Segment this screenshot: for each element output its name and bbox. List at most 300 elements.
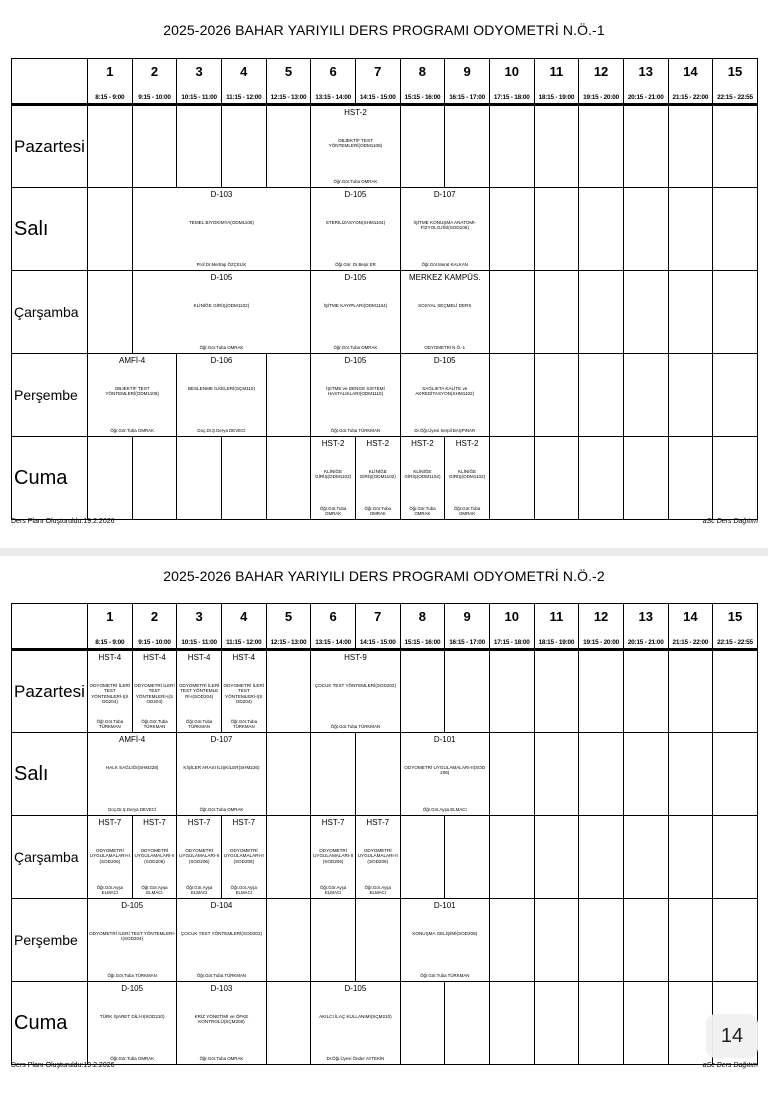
lesson-room: D-104	[210, 901, 233, 910]
day-name	[12, 105, 88, 188]
period-number: 12	[579, 59, 624, 85]
empty-slot	[88, 437, 133, 520]
lesson-block[interactable]	[177, 733, 266, 816]
period-time: 20:15 - 21:00	[623, 85, 668, 105]
lesson-room: HST-4	[232, 653, 256, 662]
period-time: 18:15 - 19:00	[534, 630, 579, 650]
empty-slot	[579, 733, 624, 816]
day-name	[12, 650, 88, 733]
day-label: Pazartesi	[14, 136, 85, 156]
lesson-block[interactable]	[221, 816, 266, 899]
period-time: 17:15 - 18:00	[489, 85, 534, 105]
day-row	[12, 271, 758, 354]
lesson-instructor: Doç.Dr.Ş.Derya DEVECİ	[108, 807, 157, 812]
lesson-instructor: Öğr.Gör.Ayşa ELMACI	[186, 885, 213, 895]
empty-slot	[88, 188, 133, 271]
lesson-block[interactable]	[311, 188, 400, 271]
footer-created-date: Ders Planı Oluşturuldu:19.2.2026	[11, 518, 115, 525]
empty-slot	[623, 733, 668, 816]
lesson-course: HALK SAĞLIĞI(SHM228)	[105, 765, 159, 770]
empty-slot	[400, 105, 445, 188]
period-number: 4	[221, 604, 266, 630]
empty-slot	[534, 982, 579, 1065]
timetable-grid	[11, 603, 758, 1065]
empty-slot	[177, 105, 222, 188]
lesson-instructor: Dr.Öğr.Üyesi Önder AYTEKİN	[326, 1056, 385, 1061]
lesson-room: D-105	[344, 273, 367, 282]
empty-slot	[579, 982, 624, 1065]
lesson-block[interactable]	[400, 188, 489, 271]
period-time: 9:15 - 10:00	[132, 85, 177, 105]
period-number: 14	[668, 59, 713, 85]
empty-slot	[713, 816, 758, 899]
empty-slot	[355, 899, 400, 982]
period-time: 10:15 - 11:00	[177, 630, 222, 650]
period-number: 3	[177, 59, 222, 85]
lesson-instructor: Öğr.Gör.Ayşa ELMACI	[230, 885, 257, 895]
period-number: 3	[177, 604, 222, 630]
lesson-instructor: Öğr.Gör.Ayşa ELMACI	[319, 885, 347, 895]
lesson-block[interactable]	[311, 105, 400, 188]
period-number: 13	[623, 59, 668, 85]
lesson-course: KRİZ YÖNETİMİ ve ÖFKE KONTROLÜ(SÇM206)	[194, 1014, 249, 1025]
empty-slot	[489, 105, 534, 188]
page-number-badge[interactable]: 14	[706, 1014, 758, 1058]
empty-slot	[623, 816, 668, 899]
lesson-block[interactable]	[132, 816, 177, 899]
day-label: Cuma	[14, 466, 68, 489]
day-label: Çarşamba	[14, 849, 79, 865]
lesson-room: D-107	[210, 735, 233, 744]
lesson-room: D-101	[433, 735, 456, 744]
empty-slot	[534, 899, 579, 982]
empty-slot	[534, 816, 579, 899]
period-time: 15:15 - 16:00	[400, 630, 445, 650]
lesson-block[interactable]	[400, 354, 489, 437]
empty-slot	[579, 188, 624, 271]
lesson-course: TEMEL BİYOKİMYA(ODM1106)	[188, 220, 254, 225]
day-name	[12, 188, 88, 271]
lesson-instructor: Doç.Dr.Ş.Derya DEVECİ	[197, 428, 246, 433]
period-time: 16:15 - 17:00	[445, 85, 490, 105]
period-time: 13:15 - 14:00	[311, 85, 356, 105]
period-time: 22:15 - 22:55	[713, 85, 758, 105]
lesson-room: D-103	[210, 984, 233, 993]
day-row	[12, 437, 758, 520]
lesson-room: D-106	[210, 356, 233, 365]
lesson-course: TÜRK İŞARET DİLİ-II(SOD210)	[99, 1014, 165, 1019]
period-time: 12:15 - 13:00	[266, 85, 311, 105]
empty-slot	[668, 354, 713, 437]
lesson-course: ODYOMETRİ UYGULAMALARI-II(SOD 206)	[404, 765, 486, 776]
lesson-course: KİŞİLER ARASI İLİŞKİLER(SHM226)	[183, 765, 260, 770]
lesson-room: HST-9	[344, 653, 367, 662]
empty-slot	[579, 899, 624, 982]
period-number: 9	[445, 604, 490, 630]
lesson-block[interactable]	[88, 733, 177, 816]
lesson-room: D-105	[344, 984, 367, 993]
day-name	[12, 899, 88, 982]
empty-slot	[445, 105, 490, 188]
lesson-course: ODYOMETRİ UYGULAMALARI-II (SOD206)	[89, 848, 130, 864]
period-time: 11:15 - 12:00	[221, 85, 266, 105]
period-time: 15:15 - 16:00	[400, 85, 445, 105]
lesson-instructor: Öğr.Gör.Tuba TÜRKMAN	[330, 724, 381, 729]
lesson-instructor: Öğr.Gör.Ayşa ELMACI	[364, 885, 391, 895]
empty-slot	[623, 105, 668, 188]
lesson-block[interactable]	[177, 650, 222, 733]
lesson-room: AMFİ-4	[119, 356, 146, 365]
period-time: 11:15 - 12:00	[221, 630, 266, 650]
empty-slot	[534, 437, 579, 520]
empty-slot	[623, 899, 668, 982]
period-number: 11	[534, 604, 579, 630]
lesson-block[interactable]	[400, 271, 489, 354]
lesson-block[interactable]	[132, 650, 177, 733]
empty-slot	[266, 816, 311, 899]
empty-slot	[489, 354, 534, 437]
lesson-instructor: Öğr.Gör.Tuba OMRAK	[364, 506, 391, 516]
lesson-course: KLİNİĞE GİRİŞ(ODM1102)	[359, 469, 396, 480]
lesson-room: D-105	[433, 356, 456, 365]
empty-slot	[579, 105, 624, 188]
empty-slot	[534, 188, 579, 271]
lesson-instructor: Öğr.Gör.Tuba OMRAK	[409, 506, 436, 516]
day-label: Perşembe	[14, 387, 78, 403]
lesson-room: D-105	[344, 190, 367, 199]
schedule-title: 2025-2026 BAHAR YARIYILI DERS PROGRAMI ODYOMETRİ N.Ö.-2	[163, 568, 605, 584]
period-time: 19:15 - 20:00	[579, 630, 624, 650]
empty-slot	[579, 650, 624, 733]
period-time: 9:15 - 10:00	[132, 630, 177, 650]
lesson-course: KONUŞMA GELİŞİMİ(SOD208)	[412, 931, 478, 936]
lesson-instructor: Öğr.Gör.Tuba TÜRKMAN	[330, 428, 381, 433]
lesson-instructor: Öğr.Gör.Tuba OMRAK	[199, 807, 244, 812]
empty-slot	[534, 733, 579, 816]
lesson-room: D-105	[121, 984, 144, 993]
timetable-grid	[11, 58, 758, 520]
lesson-course: ODYOMETRİ UYGULAMALARI-II (SOD206)	[357, 848, 398, 864]
empty-slot	[445, 816, 490, 899]
lesson-course: ODYOMETRİ UYGULAMALARI-II (SOD206)	[313, 848, 354, 864]
lesson-instructor: Öğr.Gör.Tuba OMRAK	[110, 428, 155, 433]
lesson-block[interactable]	[88, 899, 177, 982]
lesson-room: D-105	[344, 356, 367, 365]
empty-slot	[266, 354, 311, 437]
empty-slot	[668, 188, 713, 271]
empty-slot	[445, 650, 490, 733]
empty-slot	[311, 733, 356, 816]
day-row	[12, 899, 758, 982]
lesson-instructor: Öğr.Gör.Tuba OMRAK	[199, 1056, 244, 1061]
empty-slot	[623, 650, 668, 733]
lesson-instructor: Öğr.Gör.Tuba OMRAK	[199, 345, 244, 350]
lesson-block[interactable]	[400, 437, 445, 520]
period-time: 19:15 - 20:00	[579, 85, 624, 105]
day-label: Salı	[14, 217, 49, 240]
lesson-course: OBJEKTİF TEST YÖNTEMLERİ(ODM1108)	[105, 386, 159, 397]
lesson-course: BESLENME İLKELERİ(SÇM110)	[187, 386, 255, 391]
day-label: Perşembe	[14, 932, 78, 948]
period-number: 8	[400, 59, 445, 85]
lesson-instructor: Dr.Öğr.Üyesi Serpil BAŞPINAR	[414, 428, 476, 433]
period-time: 16:15 - 17:00	[445, 630, 490, 650]
period-number: 9	[445, 59, 490, 85]
day-name	[12, 733, 88, 816]
empty-slot	[489, 437, 534, 520]
lesson-block[interactable]	[311, 437, 356, 520]
period-time: 12:15 - 13:00	[266, 630, 311, 650]
empty-slot	[266, 650, 311, 733]
period-number: 2	[132, 59, 177, 85]
lesson-room: HST-2	[366, 439, 390, 448]
schedule-page-2	[0, 556, 768, 1097]
lesson-course: ODYOMETRİ İLERİ TEST YÖNTEMLERİ-I(SOD204)	[89, 931, 176, 942]
empty-slot	[88, 105, 133, 188]
empty-slot	[713, 188, 758, 271]
lesson-room: D-107	[433, 190, 456, 199]
lesson-block[interactable]	[445, 437, 490, 520]
empty-slot	[534, 271, 579, 354]
empty-slot	[221, 437, 266, 520]
empty-slot	[266, 982, 311, 1065]
lesson-block[interactable]	[88, 816, 133, 899]
lesson-room: HST-4	[187, 653, 211, 662]
day-label: Cuma	[14, 1011, 68, 1034]
lesson-course: ODYOMETRİ UYGULAMALARI-II (SOD206)	[134, 848, 175, 864]
period-number: 5	[266, 59, 311, 85]
lesson-course: ÇOCUK TEST YÖNTEMLERİ(SOD202)	[180, 931, 263, 936]
day-row	[12, 105, 758, 188]
lesson-course: İŞİTME KAYIPLARI(ODM1104)	[323, 303, 388, 308]
lesson-course: ODYOMETRİ İLERİ TEST YÖNTEMLE Rİ-I(SOD204)	[178, 683, 220, 699]
lesson-instructor: Öğr.Gör.Tuba TÜRKMAN	[107, 973, 157, 978]
period-time: 20:15 - 21:00	[623, 630, 668, 650]
lesson-instructor: Öğr.Gör.Ayşa ELMACI	[96, 885, 123, 895]
header-corner	[12, 85, 88, 105]
lesson-block[interactable]	[311, 354, 400, 437]
empty-slot	[668, 271, 713, 354]
lesson-instructor: Öğr.Gör.Tuba OMRAK	[333, 179, 378, 184]
schedule-page-1	[0, 0, 768, 548]
lesson-course: ODYOMETRİ İLERİ TEST YÖNTEMLERİ-I(S OD204)	[223, 683, 265, 705]
lesson-room: D-105	[121, 901, 144, 910]
lesson-block[interactable]	[311, 816, 356, 899]
empty-slot	[623, 271, 668, 354]
day-label: Çarşamba	[14, 304, 79, 320]
footer-software-name: aSc Ders Dağıtım	[702, 1062, 758, 1069]
period-time: 13:15 - 14:00	[311, 630, 356, 650]
lesson-block[interactable]	[400, 899, 489, 982]
footer-software-name: aSc Ders Dağıtım	[702, 518, 758, 525]
empty-slot	[668, 437, 713, 520]
empty-slot	[579, 816, 624, 899]
lesson-course: ODYOMETRİ UYGULAMALARI-II (SOD206)	[223, 848, 264, 864]
empty-slot	[489, 899, 534, 982]
empty-slot	[88, 271, 133, 354]
empty-slot	[400, 816, 445, 899]
lesson-room: D-105	[210, 273, 233, 282]
day-row	[12, 816, 758, 899]
empty-slot	[445, 982, 490, 1065]
empty-slot	[534, 105, 579, 188]
day-label: Pazartesi	[14, 681, 85, 701]
day-row	[12, 982, 758, 1065]
lesson-room: HST-2	[411, 439, 434, 448]
lesson-block[interactable]	[177, 354, 266, 437]
empty-slot	[489, 733, 534, 816]
lesson-room: HST-4	[143, 653, 166, 662]
lesson-block[interactable]	[311, 271, 400, 354]
period-number: 1	[88, 59, 133, 85]
day-row	[12, 354, 758, 437]
lesson-course: ÇOCUK TEST YÖNTEMLERİ(SOD202)	[314, 683, 397, 688]
period-number: 12	[579, 604, 624, 630]
lesson-instructor: Öğr.Gör.Tuba TÜRKMAN	[230, 719, 258, 729]
lesson-room: HST-7	[187, 818, 211, 827]
empty-slot	[266, 437, 311, 520]
period-time: 21:15 - 22:00	[668, 630, 713, 650]
lesson-instructor: Öğr.Gör.Tuba TÜRKMAN	[185, 719, 213, 729]
period-time: 22:15 - 22:55	[713, 630, 758, 650]
empty-slot	[668, 816, 713, 899]
header-corner	[12, 604, 88, 630]
lesson-course: KLİNİĞE GİRİŞ(ODM1102)	[315, 469, 352, 480]
lesson-instructor: Öğr.Gör.Tuba TÜRKMAN	[420, 973, 470, 978]
period-number: 1	[88, 604, 133, 630]
empty-slot	[534, 650, 579, 733]
empty-slot	[311, 899, 356, 982]
day-name	[12, 354, 88, 437]
empty-slot	[623, 437, 668, 520]
lesson-room: HST-2	[321, 439, 345, 448]
period-time: 17:15 - 18:00	[489, 630, 534, 650]
lesson-instructor: Öğr.Gör.Tuba OMRAK	[453, 506, 481, 516]
empty-slot	[177, 437, 222, 520]
lesson-instructor: Öğr.Gör.Tuba OMRAK	[319, 506, 347, 516]
lesson-course: KLİNİĞE GİRİŞ(ODM1102)	[404, 469, 441, 480]
lesson-room: HST-2	[344, 108, 367, 117]
lesson-block[interactable]	[400, 733, 489, 816]
lesson-course: OBJEKTİF TEST YÖNTEMLERİ(ODM1108)	[328, 138, 383, 149]
lesson-block[interactable]	[132, 188, 311, 271]
empty-slot	[713, 271, 758, 354]
lesson-course: ODYOMETRİ İLERİ TEST YÖNTEMLERİ-I(S OD204)	[89, 683, 131, 705]
day-row	[12, 733, 758, 816]
empty-slot	[713, 650, 758, 733]
empty-slot	[579, 437, 624, 520]
empty-slot	[534, 354, 579, 437]
lesson-instructor: Öğr.Gör.Tuba OMRAK	[333, 345, 378, 350]
schedule-title: 2025-2026 BAHAR YARIYILI DERS PROGRAMI ODYOMETRİ N.Ö.-1	[163, 22, 605, 38]
lesson-block[interactable]	[311, 982, 400, 1065]
empty-slot	[489, 650, 534, 733]
lesson-room: HST-7	[321, 818, 345, 827]
lesson-block[interactable]	[177, 816, 222, 899]
empty-slot	[132, 105, 177, 188]
lesson-instructor: ODYOMETRİ N.Ö.-1	[424, 345, 466, 350]
lesson-instructor: Öğr.Gör.Ayşa ELMACI	[422, 807, 467, 812]
period-number: 10	[489, 59, 534, 85]
lesson-course: İŞİTME ve DENGE SİSTEMİ HASTALIKLARI(ODM1110)	[326, 386, 385, 397]
lesson-room: D-103	[210, 190, 233, 199]
empty-slot	[489, 188, 534, 271]
empty-slot	[489, 816, 534, 899]
empty-slot	[713, 437, 758, 520]
lesson-block[interactable]	[88, 982, 177, 1065]
lesson-room: HST-2	[455, 439, 479, 448]
empty-slot	[668, 899, 713, 982]
lesson-room: HST-7	[98, 818, 122, 827]
lesson-room: HST-4	[98, 653, 122, 662]
period-number: 5	[266, 604, 311, 630]
day-row	[12, 650, 758, 733]
day-row	[12, 188, 758, 271]
period-time: 18:15 - 19:00	[534, 85, 579, 105]
lesson-course: SOSYAL SEÇMELİ DERS	[418, 303, 472, 308]
lesson-room: D-101	[433, 901, 456, 910]
period-time: 8:15 - 9:00	[88, 85, 133, 105]
empty-slot	[221, 105, 266, 188]
empty-slot	[132, 437, 177, 520]
day-name	[12, 816, 88, 899]
lesson-block[interactable]	[177, 982, 266, 1065]
lesson-course: İŞİTME KONUŞMA ANATOMİ-FİZYOLOJİSİ(SOD106)	[413, 220, 477, 231]
empty-slot	[668, 650, 713, 733]
empty-slot	[266, 105, 311, 188]
lesson-course: KLİNİĞE GİRİŞ(ODM1102)	[193, 303, 250, 308]
period-number: 14	[668, 604, 713, 630]
empty-slot	[713, 354, 758, 437]
period-time: 8:15 - 9:00	[88, 630, 133, 650]
empty-slot	[623, 188, 668, 271]
empty-slot	[713, 105, 758, 188]
lesson-block[interactable]	[88, 354, 177, 437]
lesson-room: HST-7	[143, 818, 166, 827]
empty-slot	[489, 271, 534, 354]
day-label: Salı	[14, 762, 49, 785]
period-number: 15	[713, 59, 758, 85]
period-time: 21:15 - 22:00	[668, 85, 713, 105]
period-time: 10:15 - 11:00	[177, 85, 222, 105]
lesson-instructor: Öğr.Gör.Tuba TÜRKMAN	[96, 719, 124, 729]
empty-slot	[266, 733, 311, 816]
lesson-course: KLİNİĞE GİRİŞ(ODM1102)	[448, 469, 486, 480]
period-number: 11	[534, 59, 579, 85]
period-number: 2	[132, 604, 177, 630]
header-corner	[12, 59, 88, 85]
empty-slot	[266, 899, 311, 982]
day-name	[12, 271, 88, 354]
footer-created-date: Ders Planı Oluşturuldu:19.2.2026	[11, 1062, 115, 1069]
empty-slot	[713, 899, 758, 982]
empty-slot	[400, 982, 445, 1065]
lesson-block[interactable]	[132, 271, 311, 354]
period-number: 8	[400, 604, 445, 630]
lesson-instructor: Prof.Dr.Merttap ÖZÇELİK	[196, 262, 247, 267]
lesson-block[interactable]	[311, 650, 400, 733]
lesson-block[interactable]	[88, 650, 133, 733]
day-name	[12, 437, 88, 520]
period-number: 13	[623, 604, 668, 630]
lesson-instructor: Öğr.Gör.Ayşa ELMACI	[141, 885, 168, 895]
lesson-block[interactable]	[221, 650, 266, 733]
lesson-block[interactable]	[177, 899, 266, 982]
lesson-block[interactable]	[355, 816, 400, 899]
lesson-block[interactable]	[355, 437, 400, 520]
period-number: 7	[355, 604, 400, 630]
period-time: 14:15 - 15:00	[355, 85, 400, 105]
